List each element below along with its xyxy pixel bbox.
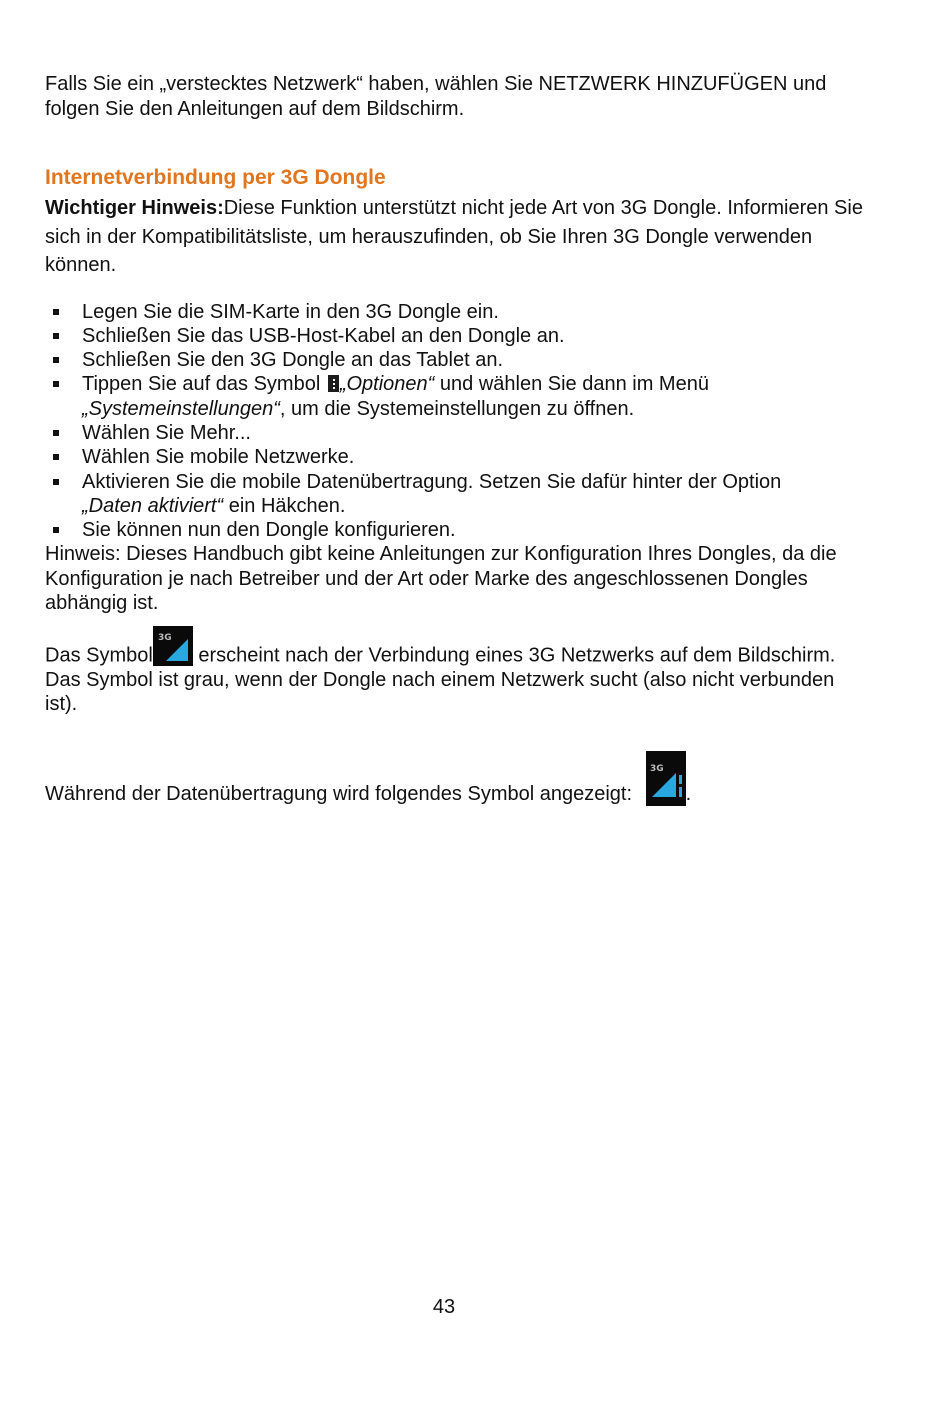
note-text: Diese Funktion unterstützt nicht jede Art von 3G Dongle. Informieren Sie sich in der Kompatibilitätsliste, um herauszufinden, ob Sie Ihren 3G Dongle verwenden können. (45, 197, 863, 276)
bullet-icon (53, 357, 59, 363)
hidden-network-paragraph: Falls Sie ein „verstecktes Netzwerk“ haben, wählen Sie NETZWERK HINZUFÜGEN und folgen Sie den Anleitungen auf dem Bildschirm. (45, 73, 827, 120)
list-item: Wählen Sie mobile Netzwerke. (45, 445, 865, 469)
note-label: Wichtiger Hinweis: (45, 197, 224, 219)
svg-text:3G: 3G (157, 632, 172, 643)
list-item: Aktivieren Sie die mobile Datenübertragung. Setzen Sie dafür hinter der Option „Daten aktiviert“ ein Häkchen. (45, 470, 865, 519)
data-enabled-label: „Daten aktiviert“ (82, 494, 224, 517)
page-number: 43 (432, 1296, 456, 1318)
bullet-icon (53, 479, 59, 485)
hinweis-paragraph: Hinweis: Dieses Handbuch gibt keine Anleitungen zur Konfiguration Ihres Dongles, da die Konfiguration je nach Betreiber und der Art oder Marke des angeschlossenen Dongles abhängig ist. (45, 543, 837, 615)
list-item: Wählen Sie Mehr... (45, 421, 865, 445)
list-item: Schließen Sie den 3G Dongle an das Tablet an. (45, 348, 865, 372)
bullet-icon (53, 454, 59, 460)
steps-list (45, 300, 865, 543)
options-label: „Optionen“ (339, 373, 435, 396)
options-menu-icon (328, 375, 339, 392)
transfer-paragraph: Während der Datenübertragung wird folgendes Symbol angezeigt: 3G . (45, 751, 865, 806)
bullet-icon (53, 381, 59, 387)
bullet-icon (53, 430, 59, 436)
important-note (45, 194, 865, 280)
list-item: Sie können nun den Dongle konfigurieren. (45, 518, 865, 542)
bullet-icon (53, 333, 59, 339)
bullet-icon (53, 309, 59, 315)
section-heading: Internetverbindung per 3G Dongle (45, 166, 386, 189)
signal-3g-transfer-icon (646, 751, 686, 806)
system-settings-label: „Systemeinstellungen“ (82, 397, 280, 420)
symbol-paragraph: Das Symbol 3G erscheint nach der Verbindung eines 3G Netzwerks auf dem Bildschirm. Das Symbol ist grau, wenn der Dongle nach einem Netzwerk sucht (also nicht verbunden ist). (45, 626, 865, 717)
list-item: Schließen Sie das USB-Host-Kabel an den Dongle an. (45, 324, 865, 348)
list-item: Legen Sie die SIM-Karte in den 3G Dongle ein. (45, 300, 865, 324)
manual-page (45, 72, 865, 806)
list-item: Tippen Sie auf das Symbol „Optionen“ und wählen Sie dann im Menü „Systemeinstellungen“, um die Systemeinstellungen zu öffnen. (45, 372, 865, 421)
bullet-icon (53, 527, 59, 533)
svg-text:3G: 3G (649, 763, 664, 774)
signal-3g-icon (153, 626, 193, 666)
